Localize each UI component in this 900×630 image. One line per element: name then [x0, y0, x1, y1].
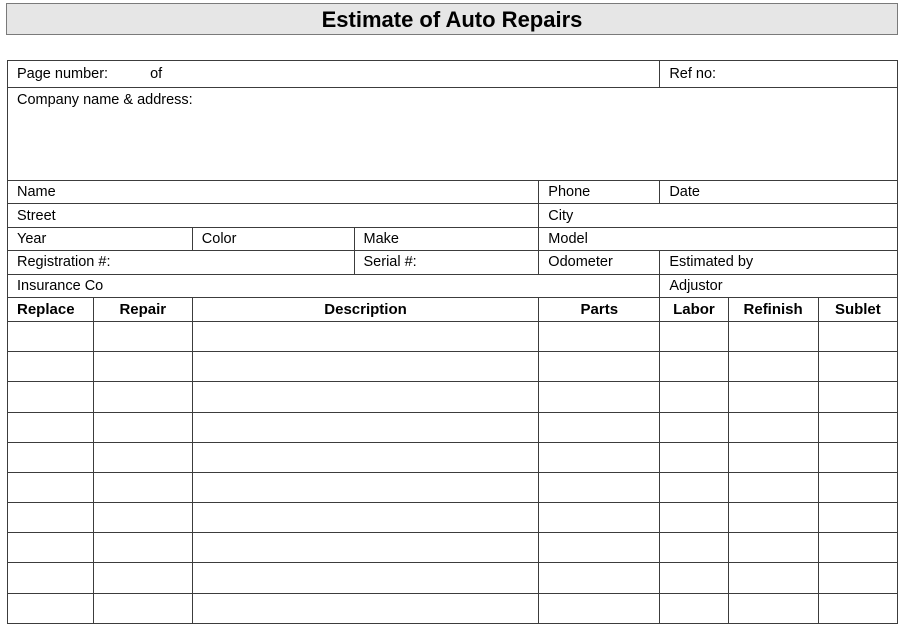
adjustor-cell[interactable] [660, 274, 898, 297]
item-sublet-cell[interactable] [818, 321, 897, 351]
city-label: City [548, 207, 574, 224]
company-row [8, 88, 898, 181]
item-labor-cell[interactable] [660, 563, 728, 593]
item-parts-cell[interactable] [539, 593, 660, 623]
item-row [8, 321, 898, 351]
item-parts-cell[interactable] [539, 382, 660, 412]
item-parts-cell[interactable] [539, 533, 660, 563]
form-title: Estimate of Auto Repairs [6, 3, 898, 35]
col-header-replace: Replace [8, 297, 94, 321]
item-refinish-cell[interactable] [728, 321, 818, 351]
item-replace-cell[interactable] [8, 442, 94, 472]
item-parts-cell[interactable] [539, 563, 660, 593]
item-repair-cell[interactable] [93, 352, 192, 382]
estimate-table [7, 60, 898, 624]
item-row [8, 472, 898, 502]
item-replace-cell[interactable] [8, 412, 94, 442]
item-repair-cell[interactable] [93, 382, 192, 412]
item-refinish-cell[interactable] [728, 593, 818, 623]
col-header-labor: Labor [660, 297, 728, 321]
item-description-cell[interactable] [192, 593, 539, 623]
column-header-row [8, 297, 898, 321]
estimated-by-label: Estimated by [669, 254, 754, 271]
item-repair-cell[interactable] [93, 563, 192, 593]
of-label: of [150, 66, 163, 82]
item-repair-cell[interactable] [93, 593, 192, 623]
insurance-row [8, 274, 898, 297]
item-row [8, 352, 898, 382]
item-description-cell[interactable] [192, 563, 539, 593]
item-labor-cell[interactable] [660, 503, 728, 533]
item-sublet-cell[interactable] [818, 442, 897, 472]
item-sublet-cell[interactable] [818, 503, 897, 533]
phone-label: Phone [548, 184, 591, 201]
ref-no-cell[interactable] [660, 61, 898, 88]
model-label: Model [548, 230, 588, 247]
item-description-cell[interactable] [192, 412, 539, 442]
odometer-cell[interactable] [539, 251, 660, 274]
serial-label: Serial #: [363, 254, 417, 271]
name-cell[interactable] [8, 181, 539, 204]
item-labor-cell[interactable] [660, 442, 728, 472]
item-refinish-cell[interactable] [728, 533, 818, 563]
city-cell[interactable] [539, 204, 898, 227]
item-description-cell[interactable] [192, 503, 539, 533]
year-cell[interactable] [8, 227, 193, 250]
item-row [8, 563, 898, 593]
odometer-label: Odometer [548, 254, 613, 271]
item-refinish-cell[interactable] [728, 352, 818, 382]
name-label: Name [17, 184, 56, 201]
estimate-form [7, 60, 898, 630]
item-description-cell[interactable] [192, 533, 539, 563]
col-header-description: Description [192, 297, 539, 321]
item-refinish-cell[interactable] [728, 563, 818, 593]
item-labor-cell[interactable] [660, 321, 728, 351]
item-refinish-cell[interactable] [728, 472, 818, 502]
item-row [8, 412, 898, 442]
estimated-by-cell[interactable] [660, 251, 898, 274]
phone-cell[interactable] [539, 181, 660, 204]
col-header-refinish: Refinish [728, 297, 818, 321]
item-description-cell[interactable] [192, 442, 539, 472]
item-row [8, 533, 898, 563]
item-repair-cell[interactable] [93, 442, 192, 472]
item-refinish-cell[interactable] [728, 412, 818, 442]
page-number-label: Page number: [17, 66, 109, 82]
item-sublet-cell[interactable] [818, 472, 897, 502]
item-labor-cell[interactable] [660, 472, 728, 502]
company-label: Company name & address: [17, 92, 193, 108]
item-row [8, 593, 898, 623]
vehicle-row [8, 227, 898, 250]
item-repair-cell[interactable] [93, 503, 192, 533]
ref-no-label: Ref no: [669, 66, 717, 82]
item-sublet-cell[interactable] [818, 412, 897, 442]
item-parts-cell[interactable] [539, 503, 660, 533]
model-cell[interactable] [539, 227, 898, 250]
item-replace-cell[interactable] [8, 321, 94, 351]
date-label: Date [669, 184, 700, 201]
item-replace-cell[interactable] [8, 472, 94, 502]
make-cell[interactable] [354, 227, 539, 250]
item-repair-cell[interactable] [93, 412, 192, 442]
street-label: Street [17, 207, 56, 224]
year-label: Year [17, 230, 47, 247]
item-description-cell[interactable] [192, 472, 539, 502]
name-row [8, 181, 898, 204]
item-refinish-cell[interactable] [728, 442, 818, 472]
color-label: Color [201, 230, 237, 247]
adjustor-label: Adjustor [669, 277, 723, 294]
item-parts-cell[interactable] [539, 321, 660, 351]
make-label: Make [363, 230, 399, 247]
item-description-cell[interactable] [192, 382, 539, 412]
date-cell[interactable] [660, 181, 898, 204]
item-sublet-cell[interactable] [818, 382, 897, 412]
item-repair-cell[interactable] [93, 533, 192, 563]
item-replace-cell[interactable] [8, 352, 94, 382]
item-parts-cell[interactable] [539, 412, 660, 442]
item-labor-cell[interactable] [660, 593, 728, 623]
item-row [8, 442, 898, 472]
registration-row [8, 251, 898, 274]
page-number-cell[interactable] [8, 61, 660, 88]
item-row [8, 382, 898, 412]
item-replace-cell[interactable] [8, 533, 94, 563]
item-row [8, 503, 898, 533]
item-replace-cell[interactable] [8, 563, 94, 593]
item-description-cell[interactable] [192, 352, 539, 382]
color-cell[interactable] [192, 227, 354, 250]
item-sublet-cell[interactable] [818, 593, 897, 623]
header-row [8, 61, 898, 88]
item-labor-cell[interactable] [660, 352, 728, 382]
item-repair-cell[interactable] [93, 472, 192, 502]
item-labor-cell[interactable] [660, 533, 728, 563]
item-replace-cell[interactable] [8, 593, 94, 623]
item-sublet-cell[interactable] [818, 563, 897, 593]
item-parts-cell[interactable] [539, 442, 660, 472]
registration-cell[interactable] [8, 251, 355, 274]
item-parts-cell[interactable] [539, 472, 660, 502]
item-refinish-cell[interactable] [728, 382, 818, 412]
item-labor-cell[interactable] [660, 412, 728, 442]
street-row [8, 204, 898, 227]
street-cell[interactable] [8, 204, 539, 227]
col-header-parts: Parts [539, 297, 660, 321]
company-cell[interactable] [8, 88, 898, 181]
insurance-label: Insurance Co [17, 277, 104, 294]
item-repair-cell[interactable] [93, 321, 192, 351]
col-header-repair: Repair [93, 297, 192, 321]
item-replace-cell[interactable] [8, 382, 94, 412]
item-replace-cell[interactable] [8, 503, 94, 533]
col-header-sublet: Sublet [818, 297, 897, 321]
item-refinish-cell[interactable] [728, 503, 818, 533]
item-sublet-cell[interactable] [818, 352, 897, 382]
item-labor-cell[interactable] [660, 382, 728, 412]
serial-cell[interactable] [354, 251, 539, 274]
insurance-cell[interactable] [8, 274, 660, 297]
item-description-cell[interactable] [192, 321, 539, 351]
registration-label: Registration #: [17, 254, 111, 271]
item-sublet-cell[interactable] [818, 533, 897, 563]
item-parts-cell[interactable] [539, 352, 660, 382]
